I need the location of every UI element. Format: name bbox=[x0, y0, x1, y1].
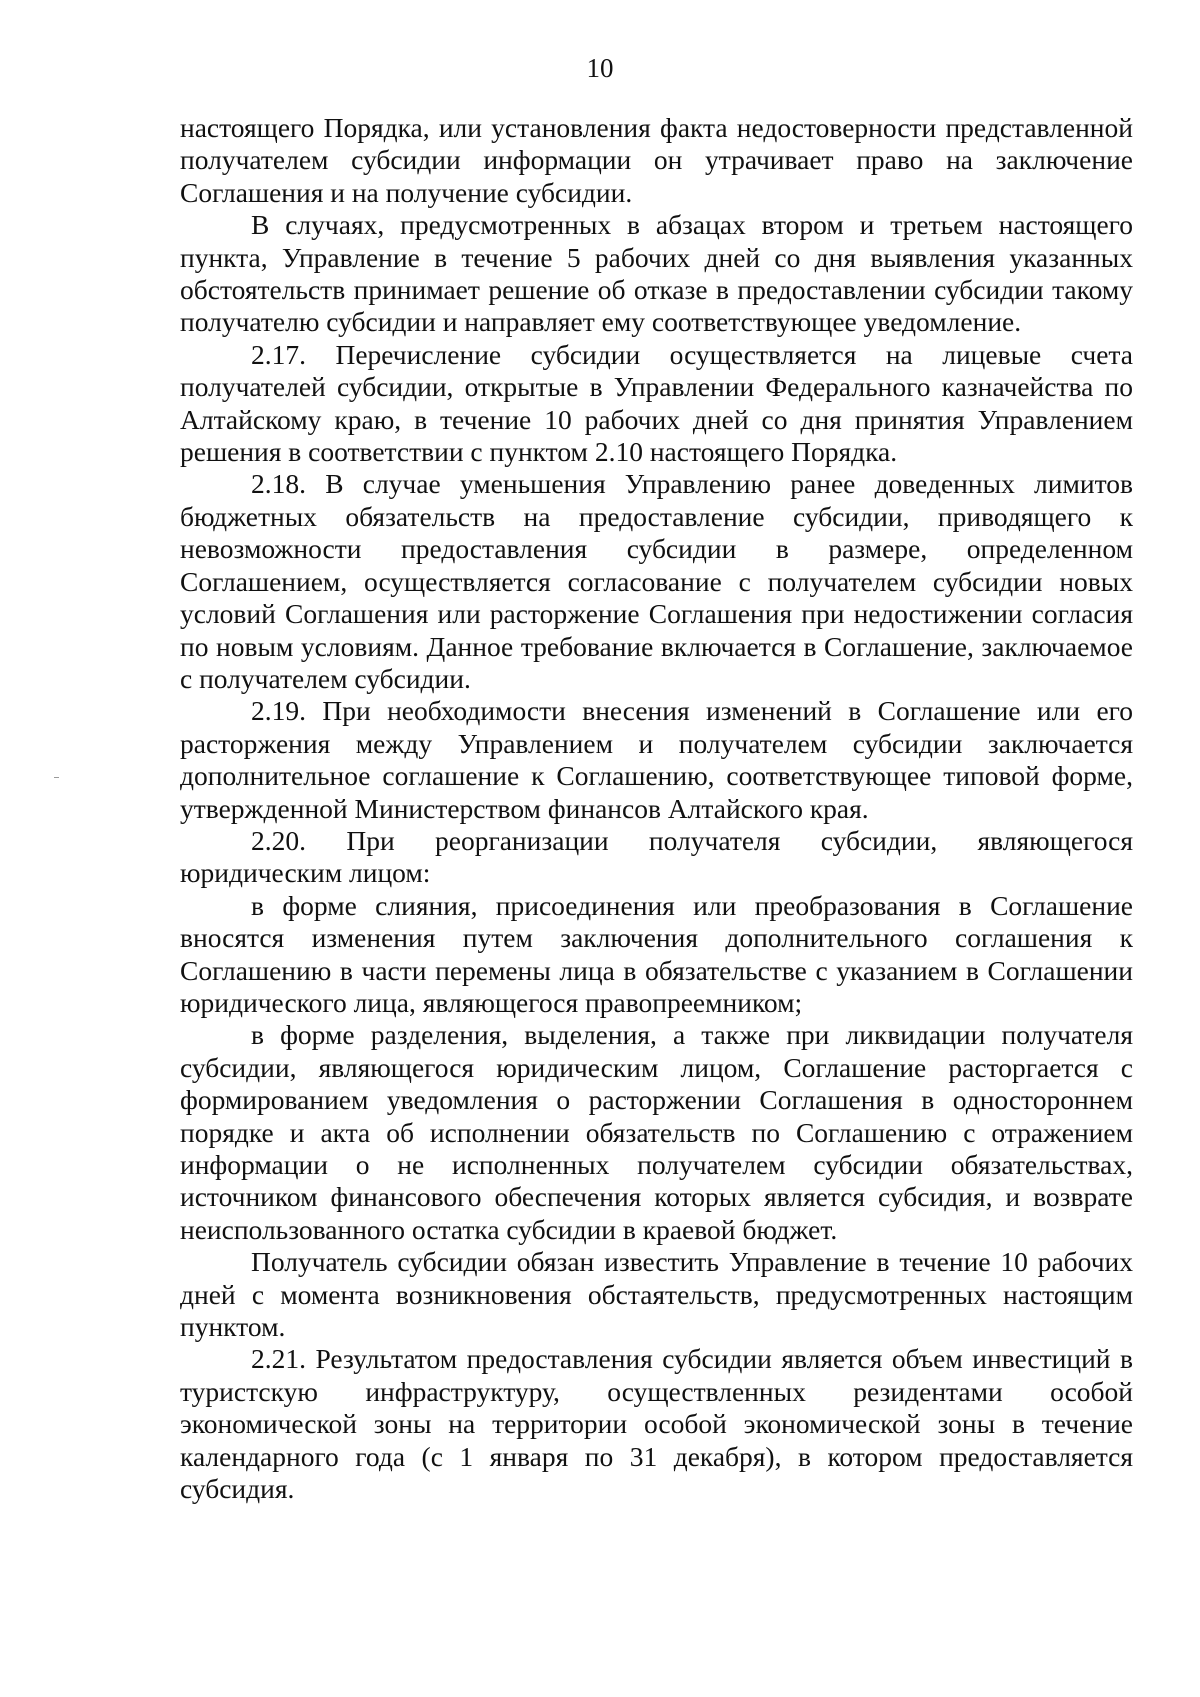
document-body bbox=[180, 112, 1133, 1505]
paragraph-2-18: 2.18. В случае уменьшения Управлению ранее доведенных лимитов бюджетных обязательств на предоставление субсидии, приводящего к невозможности предоставления субсидии в размере, определенном Соглашением, осуществляется согласование с получателем субсидии новых условий Соглашения или расторжение Соглашения при недостижении согласия по новым условиям. Данное требование включается в Соглашение, заключаемое с получателем субсидии. bbox=[180, 468, 1133, 694]
scan-margin-mark bbox=[54, 777, 59, 778]
paragraph-2-21: 2.21. Результатом предоставления субсидии является объем инвестиций в туристскую инфраструктуру, осуществленных резидентами особой экономической зоны на территории особой экономической зоны в течение календарного года (с 1 января по 31 декабря), в котором предоставляется субсидия. bbox=[180, 1343, 1133, 1505]
paragraph-notification-obligation: Получатель субсидии обязан известить Управление в течение 10 рабочих дней с момента возникновения обстаятельств, предусмотренных настоящим пунктом. bbox=[180, 1246, 1133, 1343]
paragraph-2-17: 2.17. Перечисление субсидии осуществляется на лицевые счета получателей субсидии, открытые в Управлении Федерального казначейства по Алтайскому краю, в течение 10 рабочих дней со дня принятия Управлением решения в соответствии с пунктом 2.10 настоящего Порядка. bbox=[180, 338, 1133, 468]
paragraph-merger-form: в форме слияния, присоединения или преобразования в Соглашение вносятся изменения путем заключения дополнительного соглашения к Соглашению в части перемены лица в обязательстве с указанием в Соглашении юридического лица, являющегося правопреемником; bbox=[180, 889, 1133, 1018]
page-number: 10 bbox=[586, 53, 614, 83]
paragraph-2-20: 2.20. При реорганизации получателя субсидии, являющегося юридическим лицом: bbox=[180, 824, 1133, 889]
paragraph-division-form: в форме разделения, выделения, а также при ликвидации получателя субсидии, являющегося юридическим лицом, Соглашение расторгается с формированием уведомления о расторжении Соглашения в одностороннем порядке и акта об исполнении обязательств по Соглашению с отражением информации о не исполненных получателем субсидии обязательствах, источником финансового обеспечения которых является субсидия, и возврате неиспользованного остатка субсидии в краевой бюджет. bbox=[180, 1019, 1133, 1245]
paragraph-continuation: настоящего Порядка, или установления факта недостоверности представленной получателем субсидии информации он утрачивает право на заключение Соглашения и на получение субсидии. bbox=[180, 112, 1133, 208]
paragraph-2-19: 2.19. При необходимости внесения изменений в Соглашение или его расторжения между Управлением и получателем субсидии заключается дополнительное соглашение к Соглашению, соответствующее типовой форме, утвержденной Министерством финансов Алтайского края. bbox=[180, 695, 1133, 824]
paragraph-refusal-cases: В случаях, предусмотренных в абзацах втором и третьем настоящего пункта, Управление в течение 5 рабочих дней со дня выявления указанных обстоятельств принимает решение об отказе в предоставлении субсидии такому получателю субсидии и направляет ему соответствующее уведомление. bbox=[180, 209, 1133, 338]
